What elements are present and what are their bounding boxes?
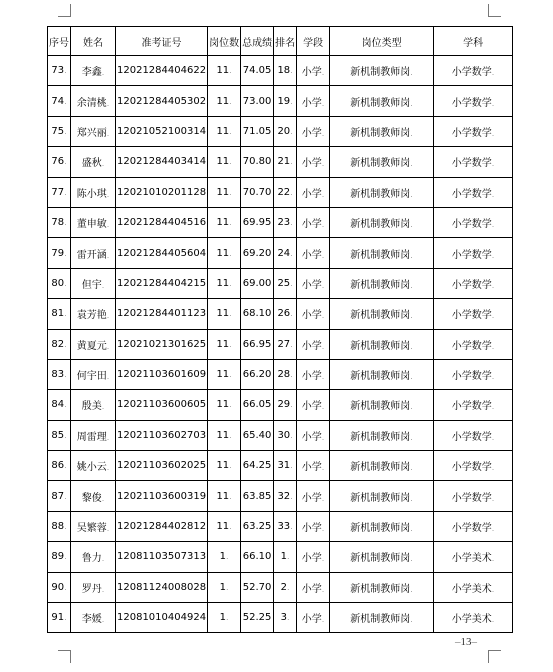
subject-cell: 小学数学 . xyxy=(434,390,513,420)
stage-cell: 小学 . xyxy=(297,268,330,298)
post-type-cell: 新机制教师岗 . xyxy=(330,86,434,116)
table-row xyxy=(48,481,513,511)
name-cell: 姚小云 . xyxy=(71,451,116,481)
score-cell: 70.80 xyxy=(241,147,274,177)
score-cell: 66.10 xyxy=(241,542,274,572)
table-row xyxy=(48,603,513,633)
post-type-cell: 新机制教师岗 . xyxy=(330,116,434,146)
exam-id-cell: 12021284405302 xyxy=(116,86,208,116)
subject-cell: 小学美术 . xyxy=(434,542,513,572)
rank-cell: 1 . xyxy=(274,542,297,572)
name-cell: 雷开涵 . xyxy=(71,238,116,268)
exam-id-cell: 12021284404516 xyxy=(116,207,208,237)
score-cell: 69.00 xyxy=(241,268,274,298)
rank-cell: 18 . xyxy=(274,56,297,86)
exam-id-cell: 12021284404622 xyxy=(116,56,208,86)
exam-id-cell: 12021021301625 xyxy=(116,329,208,359)
positions-cell: 11 . xyxy=(208,299,241,329)
rank-cell: 31 . xyxy=(274,451,297,481)
score-cell: 52.25 xyxy=(241,603,274,633)
table-row xyxy=(48,86,513,116)
score-cell: 69.20 xyxy=(241,238,274,268)
header-cell: 准考证号 xyxy=(116,27,208,56)
results-table xyxy=(47,26,513,633)
subject-cell: 小学美术 . xyxy=(434,603,513,633)
stage-cell: 小学 . xyxy=(297,603,330,633)
score-cell: 71.05 xyxy=(241,116,274,146)
post-type-cell: 新机制教师岗 . xyxy=(330,451,434,481)
post-type-cell: 新机制教师岗 . xyxy=(330,299,434,329)
post-type-cell: 新机制教师岗 . xyxy=(330,177,434,207)
seq-cell: 80 . xyxy=(48,268,71,298)
rank-cell: 21 . xyxy=(274,147,297,177)
positions-cell: 11 . xyxy=(208,86,241,116)
post-type-cell: 新机制教师岗 . xyxy=(330,329,434,359)
rank-cell: 28 . xyxy=(274,359,297,389)
score-cell: 73.00 xyxy=(241,86,274,116)
positions-cell: 11 . xyxy=(208,359,241,389)
stage-cell: 小学 . xyxy=(297,207,330,237)
seq-cell: 75 . xyxy=(48,116,71,146)
positions-cell: 11 . xyxy=(208,451,241,481)
table-row xyxy=(48,511,513,541)
post-type-cell: 新机制教师岗 . xyxy=(330,207,434,237)
rank-cell: 22 . xyxy=(274,177,297,207)
exam-id-cell: 12081124008028 xyxy=(116,572,208,602)
stage-cell: 小学 . xyxy=(297,329,330,359)
positions-cell: 11 . xyxy=(208,147,241,177)
subject-cell: 小学数学 . xyxy=(434,359,513,389)
stage-cell: 小学 . xyxy=(297,359,330,389)
positions-cell: 11 . xyxy=(208,116,241,146)
subject-cell: 小学数学 . xyxy=(434,451,513,481)
exam-id-cell: 12021103600319 xyxy=(116,481,208,511)
table-row xyxy=(48,207,513,237)
seq-cell: 88 . xyxy=(48,511,71,541)
corner-mark-top-left xyxy=(58,4,71,17)
subject-cell: 小学数学 . xyxy=(434,207,513,237)
subject-cell: 小学数学 . xyxy=(434,116,513,146)
name-cell: 董申敏 . xyxy=(71,207,116,237)
subject-cell: 小学数学 . xyxy=(434,177,513,207)
exam-id-cell: 12021284405604 xyxy=(116,238,208,268)
subject-cell: 小学数学 . xyxy=(434,268,513,298)
score-cell: 65.40 xyxy=(241,420,274,450)
exam-id-cell: 12021103600605 xyxy=(116,390,208,420)
name-cell: 袁芳艳 . xyxy=(71,299,116,329)
name-cell: 陈小琪 . xyxy=(71,177,116,207)
seq-cell: 87 . xyxy=(48,481,71,511)
post-type-cell: 新机制教师岗 . xyxy=(330,420,434,450)
score-cell: 63.85 xyxy=(241,481,274,511)
table-row xyxy=(48,299,513,329)
exam-id-cell: 12021052100314 xyxy=(116,116,208,146)
positions-cell: 11 . xyxy=(208,329,241,359)
positions-cell: 11 . xyxy=(208,177,241,207)
seq-cell: 82 . xyxy=(48,329,71,359)
rank-cell: 30 . xyxy=(274,420,297,450)
header-cell: 岗位类型 xyxy=(330,27,434,56)
seq-cell: 81 . xyxy=(48,299,71,329)
stage-cell: 小学 . xyxy=(297,572,330,602)
seq-cell: 74 . xyxy=(48,86,71,116)
exam-id-cell: 12081103507313 xyxy=(116,542,208,572)
table-body xyxy=(48,56,513,633)
score-cell: 64.25 xyxy=(241,451,274,481)
seq-cell: 83 . xyxy=(48,359,71,389)
seq-cell: 89 . xyxy=(48,542,71,572)
score-cell: 69.95 xyxy=(241,207,274,237)
exam-id-cell: 12021284403414 xyxy=(116,147,208,177)
stage-cell: 小学 . xyxy=(297,116,330,146)
score-cell: 74.05 xyxy=(241,56,274,86)
subject-cell: 小学数学 . xyxy=(434,147,513,177)
post-type-cell: 新机制教师岗 . xyxy=(330,56,434,86)
stage-cell: 小学 . xyxy=(297,86,330,116)
stage-cell: 小学 . xyxy=(297,542,330,572)
rank-cell: 32 . xyxy=(274,481,297,511)
positions-cell: 1 . xyxy=(208,603,241,633)
subject-cell: 小学数学 . xyxy=(434,511,513,541)
table-row xyxy=(48,572,513,602)
name-cell: 殷美 . xyxy=(71,390,116,420)
name-cell: 何宇田 . xyxy=(71,359,116,389)
name-cell: 郑兴丽 . xyxy=(71,116,116,146)
stage-cell: 小学 . xyxy=(297,451,330,481)
score-cell: 66.05 xyxy=(241,390,274,420)
exam-id-cell: 12021284401123 xyxy=(116,299,208,329)
post-type-cell: 新机制教师岗 . xyxy=(330,359,434,389)
post-type-cell: 新机制教师岗 . xyxy=(330,238,434,268)
header-cell: 姓名 xyxy=(71,27,116,56)
post-type-cell: 新机制教师岗 . xyxy=(330,390,434,420)
header-cell: 总成绩 xyxy=(241,27,274,56)
header-cell: 排名 xyxy=(274,27,297,56)
header-cell: 序号 xyxy=(48,27,71,56)
subject-cell: 小学数学 . xyxy=(434,329,513,359)
subject-cell: 小学数学 . xyxy=(434,420,513,450)
rank-cell: 2 . xyxy=(274,572,297,602)
rank-cell: 29 . xyxy=(274,390,297,420)
rank-cell: 27 . xyxy=(274,329,297,359)
exam-id-cell: 12021103601609 xyxy=(116,359,208,389)
page-number: ‒ 13 ‒ xyxy=(455,636,477,648)
table-row xyxy=(48,359,513,389)
seq-cell: 73 . xyxy=(48,56,71,86)
seq-cell: 78 . xyxy=(48,207,71,237)
table-row xyxy=(48,238,513,268)
stage-cell: 小学 . xyxy=(297,56,330,86)
positions-cell: 11 . xyxy=(208,56,241,86)
name-cell: 但宇 . xyxy=(71,268,116,298)
name-cell: 余清桃 . xyxy=(71,86,116,116)
rank-cell: 33 . xyxy=(274,511,297,541)
seq-cell: 91 . xyxy=(48,603,71,633)
table-row xyxy=(48,390,513,420)
rank-cell: 23 . xyxy=(274,207,297,237)
score-cell: 63.25 xyxy=(241,511,274,541)
seq-cell: 84 . xyxy=(48,390,71,420)
positions-cell: 11 . xyxy=(208,268,241,298)
name-cell: 罗丹 . xyxy=(71,572,116,602)
corner-mark-bottom-left xyxy=(58,650,71,663)
positions-cell: 1 . xyxy=(208,542,241,572)
table-row xyxy=(48,451,513,481)
post-type-cell: 新机制教师岗 . xyxy=(330,603,434,633)
table-row xyxy=(48,177,513,207)
stage-cell: 小学 . xyxy=(297,511,330,541)
stage-cell: 小学 . xyxy=(297,420,330,450)
rank-cell: 20 . xyxy=(274,116,297,146)
subject-cell: 小学数学 . xyxy=(434,56,513,86)
subject-cell: 小学数学 . xyxy=(434,238,513,268)
post-type-cell: 新机制教师岗 . xyxy=(330,542,434,572)
rank-cell: 3 . xyxy=(274,603,297,633)
seq-cell: 79 . xyxy=(48,238,71,268)
exam-id-cell: 12021284404215 xyxy=(116,268,208,298)
subject-cell: 小学美术 . xyxy=(434,572,513,602)
header-cell: 岗位数 xyxy=(208,27,241,56)
stage-cell: 小学 . xyxy=(297,147,330,177)
positions-cell: 1 . xyxy=(208,572,241,602)
table-row xyxy=(48,56,513,86)
seq-cell: 90 . xyxy=(48,572,71,602)
table-row xyxy=(48,147,513,177)
exam-id-cell: 12021103602703 xyxy=(116,420,208,450)
score-cell: 66.20 xyxy=(241,359,274,389)
table-row xyxy=(48,268,513,298)
seq-cell: 86 . xyxy=(48,451,71,481)
table-row xyxy=(48,329,513,359)
post-type-cell: 新机制教师岗 . xyxy=(330,481,434,511)
corner-mark-top-right xyxy=(488,4,501,17)
stage-cell: 小学 . xyxy=(297,238,330,268)
score-cell: 52.70 xyxy=(241,572,274,602)
seq-cell: 77 . xyxy=(48,177,71,207)
score-cell: 68.10 xyxy=(241,299,274,329)
subject-cell: 小学数学 . xyxy=(434,299,513,329)
table-row xyxy=(48,420,513,450)
name-cell: 李鑫 . xyxy=(71,56,116,86)
name-cell: 盛秋 . xyxy=(71,147,116,177)
name-cell: 李媛 . xyxy=(71,603,116,633)
post-type-cell: 新机制教师岗 . xyxy=(330,268,434,298)
post-type-cell: 新机制教师岗 . xyxy=(330,511,434,541)
name-cell: 黎俊 . xyxy=(71,481,116,511)
exam-id-cell: 12021010201128 xyxy=(116,177,208,207)
rank-cell: 26 . xyxy=(274,299,297,329)
exam-id-cell: 12021284402812 xyxy=(116,511,208,541)
exam-id-cell: 12081010404924 xyxy=(116,603,208,633)
name-cell: 黄夏元 . xyxy=(71,329,116,359)
stage-cell: 小学 . xyxy=(297,299,330,329)
positions-cell: 11 . xyxy=(208,238,241,268)
seq-cell: 76 . xyxy=(48,147,71,177)
exam-id-cell: 12021103602025 xyxy=(116,451,208,481)
header-cell: 学段 xyxy=(297,27,330,56)
stage-cell: 小学 . xyxy=(297,390,330,420)
corner-mark-bottom-right xyxy=(488,650,501,663)
positions-cell: 11 . xyxy=(208,207,241,237)
seq-cell: 85 . xyxy=(48,420,71,450)
name-cell: 周雷理 . xyxy=(71,420,116,450)
score-cell: 70.70 xyxy=(241,177,274,207)
name-cell: 鲁力 . xyxy=(71,542,116,572)
subject-cell: 小学数学 . xyxy=(434,481,513,511)
table-header-row xyxy=(48,27,513,56)
post-type-cell: 新机制教师岗 . xyxy=(330,572,434,602)
stage-cell: 小学 . xyxy=(297,177,330,207)
subject-cell: 小学数学 . xyxy=(434,86,513,116)
score-cell: 66.95 xyxy=(241,329,274,359)
positions-cell: 11 . xyxy=(208,511,241,541)
rank-cell: 24 . xyxy=(274,238,297,268)
table-row xyxy=(48,542,513,572)
positions-cell: 11 . xyxy=(208,420,241,450)
rank-cell: 25 . xyxy=(274,268,297,298)
rank-cell: 19 . xyxy=(274,86,297,116)
table-row xyxy=(48,116,513,146)
positions-cell: 11 . xyxy=(208,481,241,511)
positions-cell: 11 . xyxy=(208,390,241,420)
name-cell: 吴繁蓉 . xyxy=(71,511,116,541)
header-cell: 学科 xyxy=(434,27,513,56)
stage-cell: 小学 . xyxy=(297,481,330,511)
post-type-cell: 新机制教师岗 . xyxy=(330,147,434,177)
